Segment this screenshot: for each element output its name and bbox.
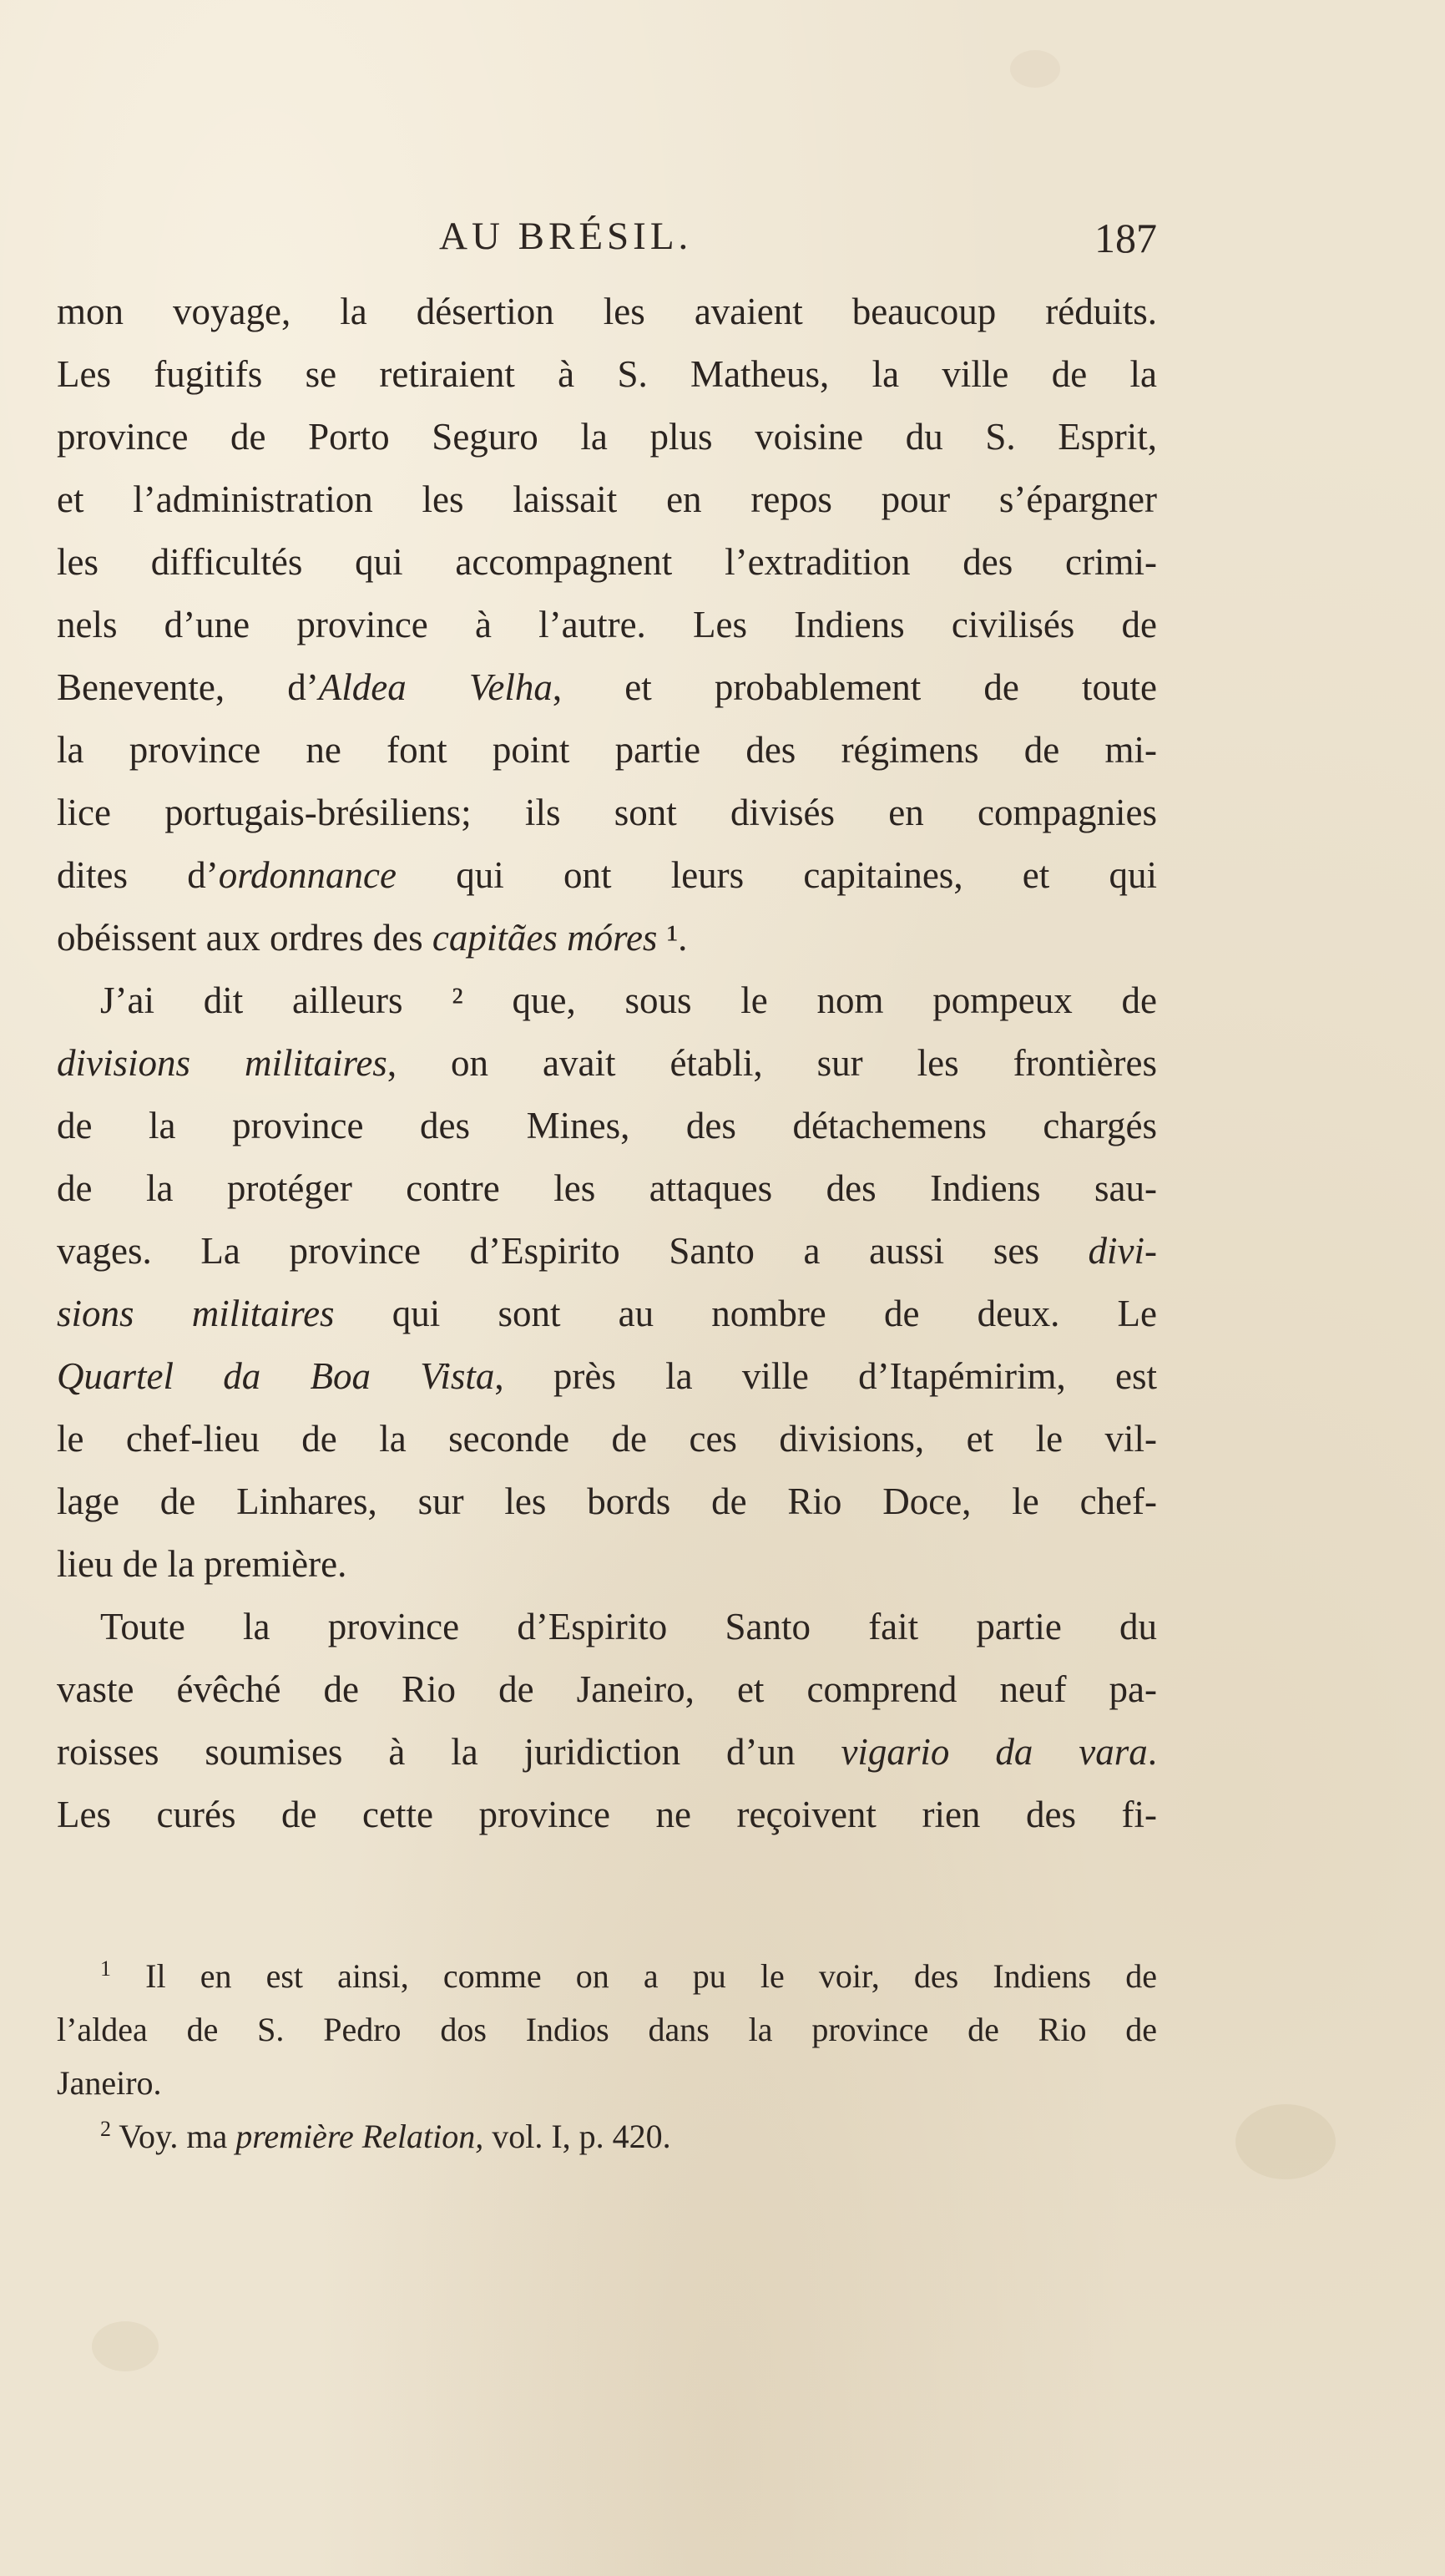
text-segment: Il en est ainsi, comme on a pu le voir, des Indiens de (145, 1957, 1157, 1995)
text-segment: Janeiro. (57, 2064, 162, 2102)
text-line (57, 1721, 1157, 1784)
text-segment: ¹. (657, 917, 688, 959)
text-line (57, 782, 1157, 844)
page-header (57, 209, 1157, 276)
text-segment: et l’administration les laissait en repos pour s’épargner (57, 478, 1157, 520)
italic-text: première Relation, (235, 2118, 484, 2155)
text-line (57, 2110, 1157, 2164)
text-line (57, 1470, 1157, 1533)
page-number: 187 (1094, 215, 1157, 261)
text-line (57, 1345, 1157, 1408)
text-line (57, 656, 1157, 719)
text-segment: l’aldea de S. Pedro dos Indios dans la province de Rio de (57, 2011, 1157, 2048)
text-segment: , et probablement de toute (552, 666, 1157, 708)
text-segment: qui ont leurs capitaines, et qui (397, 854, 1157, 896)
text-line (57, 1533, 1157, 1596)
italic-text: ordonnance (218, 854, 397, 896)
italic-text: capitães móres (432, 917, 658, 959)
paragraph (57, 1596, 1157, 1846)
text-line (57, 1596, 1157, 1658)
text-segment: vages. La province d’Espirito Santo a aussi ses (57, 1230, 1089, 1272)
italic-text: Quartel da Boa Vista (57, 1355, 495, 1397)
body-text (57, 281, 1157, 1846)
paper-stain (1235, 2104, 1336, 2179)
text-line (57, 969, 1157, 1032)
italic-text: vigario da vara (841, 1731, 1148, 1773)
text-segment: , on avait établi, sur les frontières (387, 1042, 1157, 1084)
text-segment: les difficultés qui accompagnent l’extradition des crimi- (57, 541, 1157, 583)
text-segment: mon voyage, la désertion les avaient beaucoup réduits. (57, 291, 1157, 332)
text-line (57, 844, 1157, 907)
text-line (57, 1157, 1157, 1220)
text-segment: J’ai dit ailleurs ² que, sous le nom pompeux de (100, 979, 1157, 1021)
text-line (57, 1784, 1157, 1846)
text-line (57, 2057, 1157, 2110)
text-segment: lage de Linhares, sur les bords de Rio Doce, le chef- (57, 1480, 1157, 1522)
paragraph (57, 281, 1157, 969)
italic-text: sions militaires (57, 1293, 335, 1334)
paper-stain (92, 2321, 159, 2371)
paper-stain (1010, 50, 1060, 88)
text-line (57, 281, 1157, 343)
text-segment: de la protéger contre les attaques des Indiens sau- (57, 1167, 1157, 1209)
footnote (57, 1950, 1157, 2110)
text-line (57, 1283, 1157, 1345)
running-head: AU BRÉSIL. (439, 215, 693, 258)
footnote-marker: 1 (100, 1956, 111, 1981)
italic-text: divi- (1088, 1230, 1157, 1272)
text-segment: nels d’une province à l’autre. Les Indiens civilisés de (57, 604, 1157, 645)
text-line (57, 343, 1157, 406)
text-segment: qui sont au nombre de deux. Le (334, 1293, 1157, 1334)
text-segment: le chef-lieu de la seconde de ces divisions, et le vil- (57, 1418, 1157, 1460)
text-segment: vaste évêché de Rio de Janeiro, et comprend neuf pa- (57, 1668, 1157, 1710)
text-segment: province de Porto Seguro la plus voisine du S. Esprit, (57, 416, 1157, 458)
text-segment: Toute la province d’Espirito Santo fait partie du (100, 1606, 1157, 1647)
text-line (57, 907, 1157, 969)
italic-text: divisions militaires (57, 1042, 387, 1084)
footnote (57, 2110, 1157, 2164)
text-segment: lieu de la première. (57, 1543, 347, 1585)
paragraph (57, 969, 1157, 1596)
text-segment: Les curés de cette province ne reçoivent rien des fi- (57, 1794, 1157, 1835)
text-line (57, 2003, 1157, 2057)
text-segment: Benevente, d’ (57, 666, 319, 708)
text-line (57, 468, 1157, 531)
text-line (57, 1032, 1157, 1095)
italic-text: Aldea Velha (318, 666, 553, 708)
text-segment: obéissent aux ordres des (57, 917, 432, 959)
text-line (57, 406, 1157, 468)
text-line (57, 1408, 1157, 1470)
text-segment: lice portugais-brésiliens; ils sont divisés en compagnies (57, 792, 1157, 833)
text-line (57, 719, 1157, 782)
text-segment: vol. I, p. 420. (483, 2118, 671, 2155)
text-line (57, 1220, 1157, 1283)
text-line (57, 1095, 1157, 1157)
text-segment: , près la ville d’Itapémirim, est (494, 1355, 1157, 1397)
text-line (57, 594, 1157, 656)
text-segment: Voy. ma (119, 2118, 236, 2155)
text-line (57, 1658, 1157, 1721)
text-segment: dites d’ (57, 854, 219, 896)
text-segment: la province ne font point partie des régimens de mi- (57, 729, 1157, 771)
text-line (57, 1950, 1157, 2003)
text-segment: . (1147, 1731, 1157, 1773)
text-segment: de la province des Mines, des détachemens chargés (57, 1105, 1157, 1146)
footnote-marker: 2 (100, 2117, 111, 2141)
footnotes (57, 1950, 1157, 2164)
text-segment: roisses soumises à la juridiction d’un (57, 1731, 841, 1773)
text-segment: Les fugitifs se retiraient à S. Matheus, la ville de la (57, 353, 1157, 395)
text-line (57, 531, 1157, 594)
